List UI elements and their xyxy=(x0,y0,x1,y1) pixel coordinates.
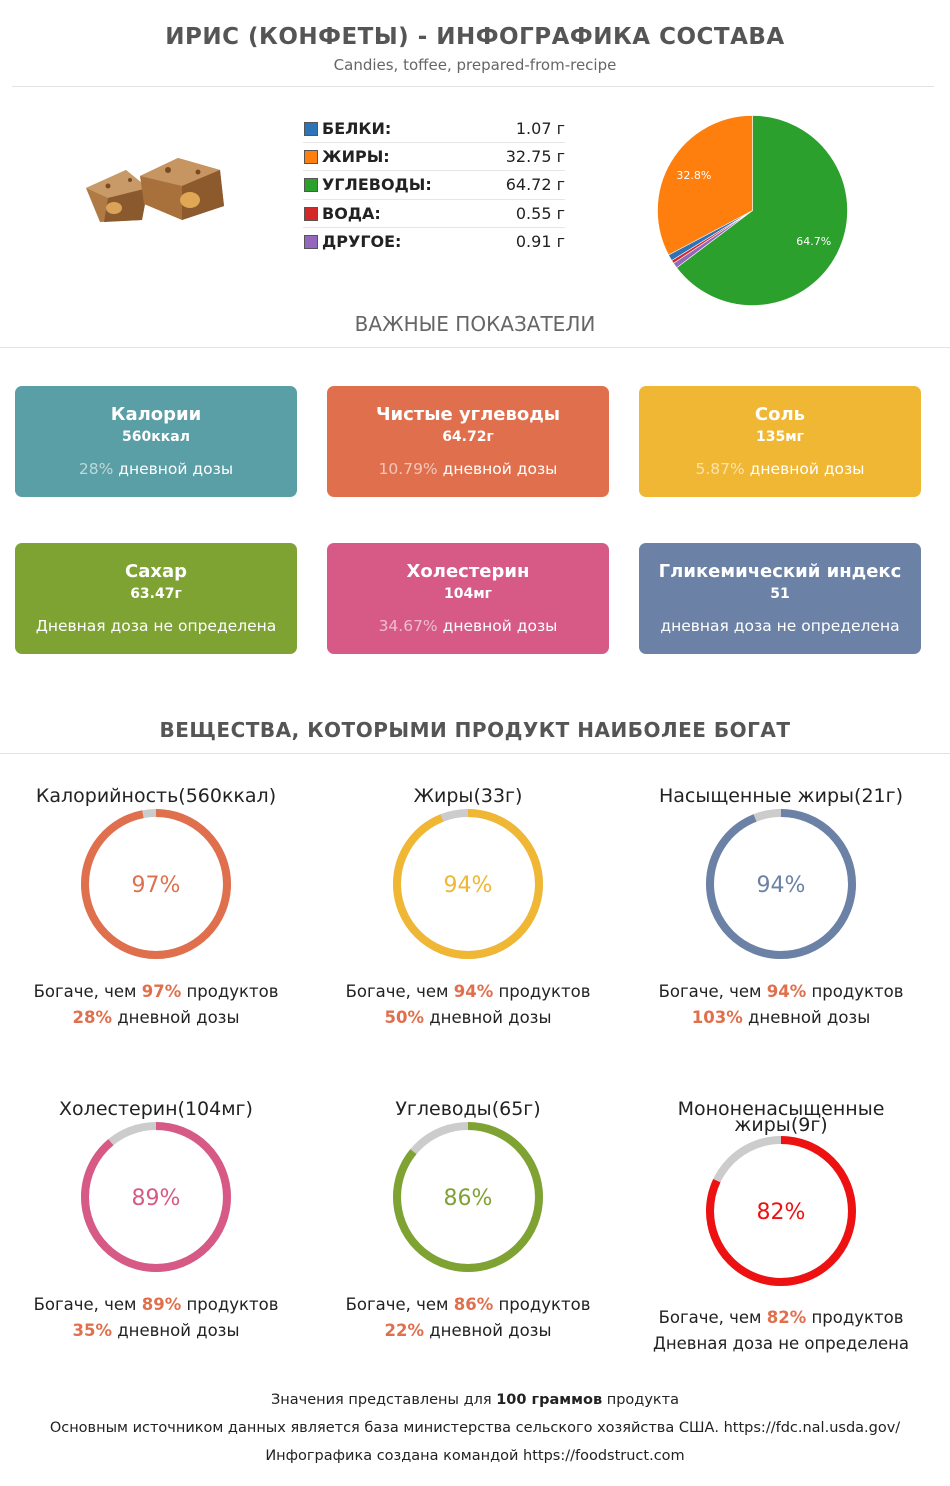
ring-dv-undefined: Дневная доза не определена xyxy=(652,1334,910,1353)
fat-swatch xyxy=(304,150,318,164)
ring-percentile: 89% xyxy=(141,1295,182,1314)
composition-pie-chart xyxy=(650,108,855,313)
ring-dv-suffix: дневной дозы xyxy=(112,1321,240,1340)
ring-center-label: 89% xyxy=(131,1186,181,1211)
macro-value: 64.72 г xyxy=(505,175,565,195)
ring-richer-suffix: продуктов xyxy=(493,982,591,1001)
ring-amount: (104мг) xyxy=(177,1098,253,1120)
card-value: 64.72г xyxy=(442,429,494,445)
card-value: 104мг xyxy=(444,586,492,602)
ring-richer-prefix: Богаче, чем xyxy=(658,1308,767,1327)
ring-dv-line xyxy=(312,1008,624,1027)
macro-name: БЕЛКИ: xyxy=(322,119,392,138)
footer-line-1 xyxy=(0,1392,950,1408)
ring-amount: (65г) xyxy=(491,1098,541,1120)
ring-richer-line xyxy=(0,1295,312,1314)
card-dv-text: дневной дозы xyxy=(113,460,234,478)
ring-gauge-calories xyxy=(76,804,236,964)
macro-table xyxy=(303,115,565,256)
card-daily-value xyxy=(639,617,921,635)
footer-prefix: Значения представлены для xyxy=(271,1392,497,1408)
card-daily-value xyxy=(15,460,297,478)
ring-gauge-carbs xyxy=(388,1117,548,1277)
ring-amount: (560ккал) xyxy=(178,785,277,807)
card-daily-value xyxy=(639,460,921,478)
water-swatch xyxy=(304,207,318,221)
card-title: Чистые углеводы xyxy=(375,404,561,425)
macro-row-water xyxy=(303,200,565,228)
ring-percentile: 97% xyxy=(141,982,182,1001)
pie-label-УГЛЕВОДЫ: 64.7% xyxy=(796,235,832,249)
ring-dv-line xyxy=(0,1008,312,1027)
card-title: Калории xyxy=(110,404,202,425)
ring-richer-suffix: продуктов xyxy=(181,1295,279,1314)
card-salt xyxy=(639,386,921,497)
ring-richer-prefix: Богаче, чем xyxy=(658,982,767,1001)
ring-title xyxy=(312,1098,624,1120)
ring-dv-percent: 22% xyxy=(384,1321,424,1340)
ring-title xyxy=(312,785,624,807)
macro-name: ЖИРЫ: xyxy=(322,147,390,167)
ring-gauge-cholesterol xyxy=(76,1117,236,1277)
macro-value: 0.91 г xyxy=(515,231,565,251)
page-subtitle: Candies, toffee, prepared-from-recipe xyxy=(333,56,617,74)
ring-block-saturated-fat xyxy=(625,785,937,1038)
ring-block-cholesterol xyxy=(0,1098,312,1351)
ring-richer-line xyxy=(625,982,937,1001)
ring-center-label: 82% xyxy=(756,1200,806,1225)
card-dv-percent: 10.79% xyxy=(378,460,438,478)
protein-swatch xyxy=(304,122,318,136)
macro-value: 0.55 г xyxy=(515,203,565,223)
ring-dv-suffix: дневной дозы xyxy=(742,1008,871,1027)
ring-richer-suffix: продуктов xyxy=(181,982,279,1001)
card-calories xyxy=(15,386,297,497)
footer-line-2: Основным источником данных является база министерства сельского хозяйства США. https://fdc.nal.usda.gov/ xyxy=(49,1420,901,1436)
macro-value: 32.75 г xyxy=(505,147,565,167)
ring-richer-suffix: продуктов xyxy=(493,1295,591,1314)
ring-name: Мононенасыщенные жиры xyxy=(677,1098,885,1136)
card-value: 560ккал xyxy=(122,429,190,445)
ring-center-label: 94% xyxy=(443,873,493,898)
macro-name: УГЛЕВОДЫ: xyxy=(322,175,432,195)
card-cholesterol xyxy=(327,543,609,654)
header-divider xyxy=(12,86,934,87)
richest-divider xyxy=(0,753,950,754)
ring-dv-percent: 103% xyxy=(691,1008,743,1027)
card-dv-percent: 34.67% xyxy=(378,617,438,635)
card-dv-text: дневной дозы xyxy=(437,460,558,478)
ring-percentile: 94% xyxy=(766,982,807,1001)
ring-gauge-saturated-fat xyxy=(701,804,861,964)
ring-center-label: 94% xyxy=(756,873,806,898)
pie-label-ЖИРЫ: 32.8% xyxy=(676,169,712,183)
macro-row-carbs xyxy=(303,171,565,199)
ring-name: Калорийность xyxy=(35,785,179,807)
macro-row-other xyxy=(303,228,565,256)
card-title: Гликемический индекс xyxy=(658,561,902,582)
ring-richer-prefix: Богаче, чем xyxy=(33,982,142,1001)
ring-dv-percent: 50% xyxy=(384,1008,424,1027)
card-glycemic-index xyxy=(639,543,921,654)
ring-title xyxy=(0,1098,312,1120)
card-daily-value xyxy=(15,617,297,635)
ring-title xyxy=(0,785,312,807)
key-indicators-heading: ВАЖНЫЕ ПОКАЗАТЕЛИ xyxy=(354,312,596,336)
page-title: ИРИС (КОНФЕТЫ) - ИНФОГРАФИКА СОСТАВА xyxy=(165,24,785,50)
card-value: 63.47г xyxy=(130,586,182,602)
card-dv-percent: 5.87% xyxy=(695,460,745,478)
key-indicators-divider xyxy=(0,347,950,348)
ring-title xyxy=(625,785,937,807)
macro-row-protein xyxy=(303,115,565,143)
ring-percentile: 86% xyxy=(453,1295,494,1314)
footer-bold: 100 граммов xyxy=(496,1392,603,1408)
ring-percentile: 82% xyxy=(766,1308,807,1327)
ring-amount: (21г) xyxy=(854,785,904,807)
ring-dv-suffix: дневной дозы xyxy=(424,1008,552,1027)
ring-amount: (33г) xyxy=(473,785,523,807)
ring-amount: (9г) xyxy=(790,1114,828,1136)
ring-center-label: 86% xyxy=(443,1186,493,1211)
ring-dv-suffix: дневной дозы xyxy=(424,1321,552,1340)
ring-dv-suffix: дневной дозы xyxy=(112,1008,240,1027)
ring-title xyxy=(625,1098,937,1136)
card-daily-value xyxy=(327,617,609,635)
card-title: Холестерин xyxy=(406,561,530,582)
other-swatch xyxy=(304,235,318,249)
ring-gauge-fat xyxy=(388,804,548,964)
card-dv-text: Дневная доза не определена xyxy=(35,617,277,635)
richest-nutrients-heading: ВЕЩЕСТВА, КОТОРЫМИ ПРОДУКТ НАИБОЛЕЕ БОГАТ xyxy=(159,718,791,742)
ring-richer-prefix: Богаче, чем xyxy=(33,1295,142,1314)
ring-block-calories xyxy=(0,785,312,1038)
carbs-swatch xyxy=(304,178,318,192)
card-sugar xyxy=(15,543,297,654)
ring-block-monounsaturated-fat xyxy=(625,1098,937,1365)
ring-name: Насыщенные жиры xyxy=(658,785,855,807)
ring-richer-line xyxy=(312,1295,624,1314)
ring-richer-line xyxy=(625,1308,937,1327)
ring-dv-line xyxy=(625,1334,937,1353)
ring-dv-percent: 28% xyxy=(72,1008,112,1027)
card-title: Соль xyxy=(754,404,806,425)
ring-dv-percent: 35% xyxy=(72,1321,112,1340)
ring-richer-line xyxy=(312,982,624,1001)
ring-richer-prefix: Богаче, чем xyxy=(345,1295,454,1314)
ring-dv-line xyxy=(0,1321,312,1340)
card-dv-percent: 28% xyxy=(78,460,114,478)
macro-name: ДРУГОЕ: xyxy=(322,231,402,251)
macro-value: 1.07 г xyxy=(515,119,565,138)
macro-row-fat xyxy=(303,143,565,171)
card-net-carbs xyxy=(327,386,609,497)
card-dv-text: дневная доза не определена xyxy=(660,617,900,635)
ring-dv-line xyxy=(312,1321,624,1340)
ring-name: Углеводы xyxy=(395,1098,492,1120)
card-value: 51 xyxy=(770,586,790,602)
card-daily-value xyxy=(327,460,609,478)
ring-block-carbs xyxy=(312,1098,624,1351)
ring-name: Жиры xyxy=(413,785,474,807)
card-value: 135мг xyxy=(756,429,804,445)
ring-gauge-monounsaturated-fat xyxy=(701,1131,861,1291)
ring-dv-line xyxy=(625,1008,937,1027)
ring-richer-suffix: продуктов xyxy=(806,1308,904,1327)
ring-richer-prefix: Богаче, чем xyxy=(345,982,454,1001)
card-dv-text: дневной дозы xyxy=(437,617,558,635)
ring-block-fat xyxy=(312,785,624,1038)
ring-name: Холестерин xyxy=(59,1098,178,1120)
card-title: Сахар xyxy=(125,561,187,582)
toffee-image xyxy=(78,148,238,230)
ring-richer-line xyxy=(0,982,312,1001)
ring-center-label: 97% xyxy=(131,873,181,898)
footer-line-3: Инфографика создана командой https://foodstruct.com xyxy=(265,1448,685,1464)
card-dv-text: дневной дозы xyxy=(744,460,865,478)
ring-percentile: 94% xyxy=(453,982,494,1001)
ring-richer-suffix: продуктов xyxy=(806,982,904,1001)
footer-suffix: продукта xyxy=(602,1392,679,1408)
macro-name: ВОДА: xyxy=(322,203,381,223)
